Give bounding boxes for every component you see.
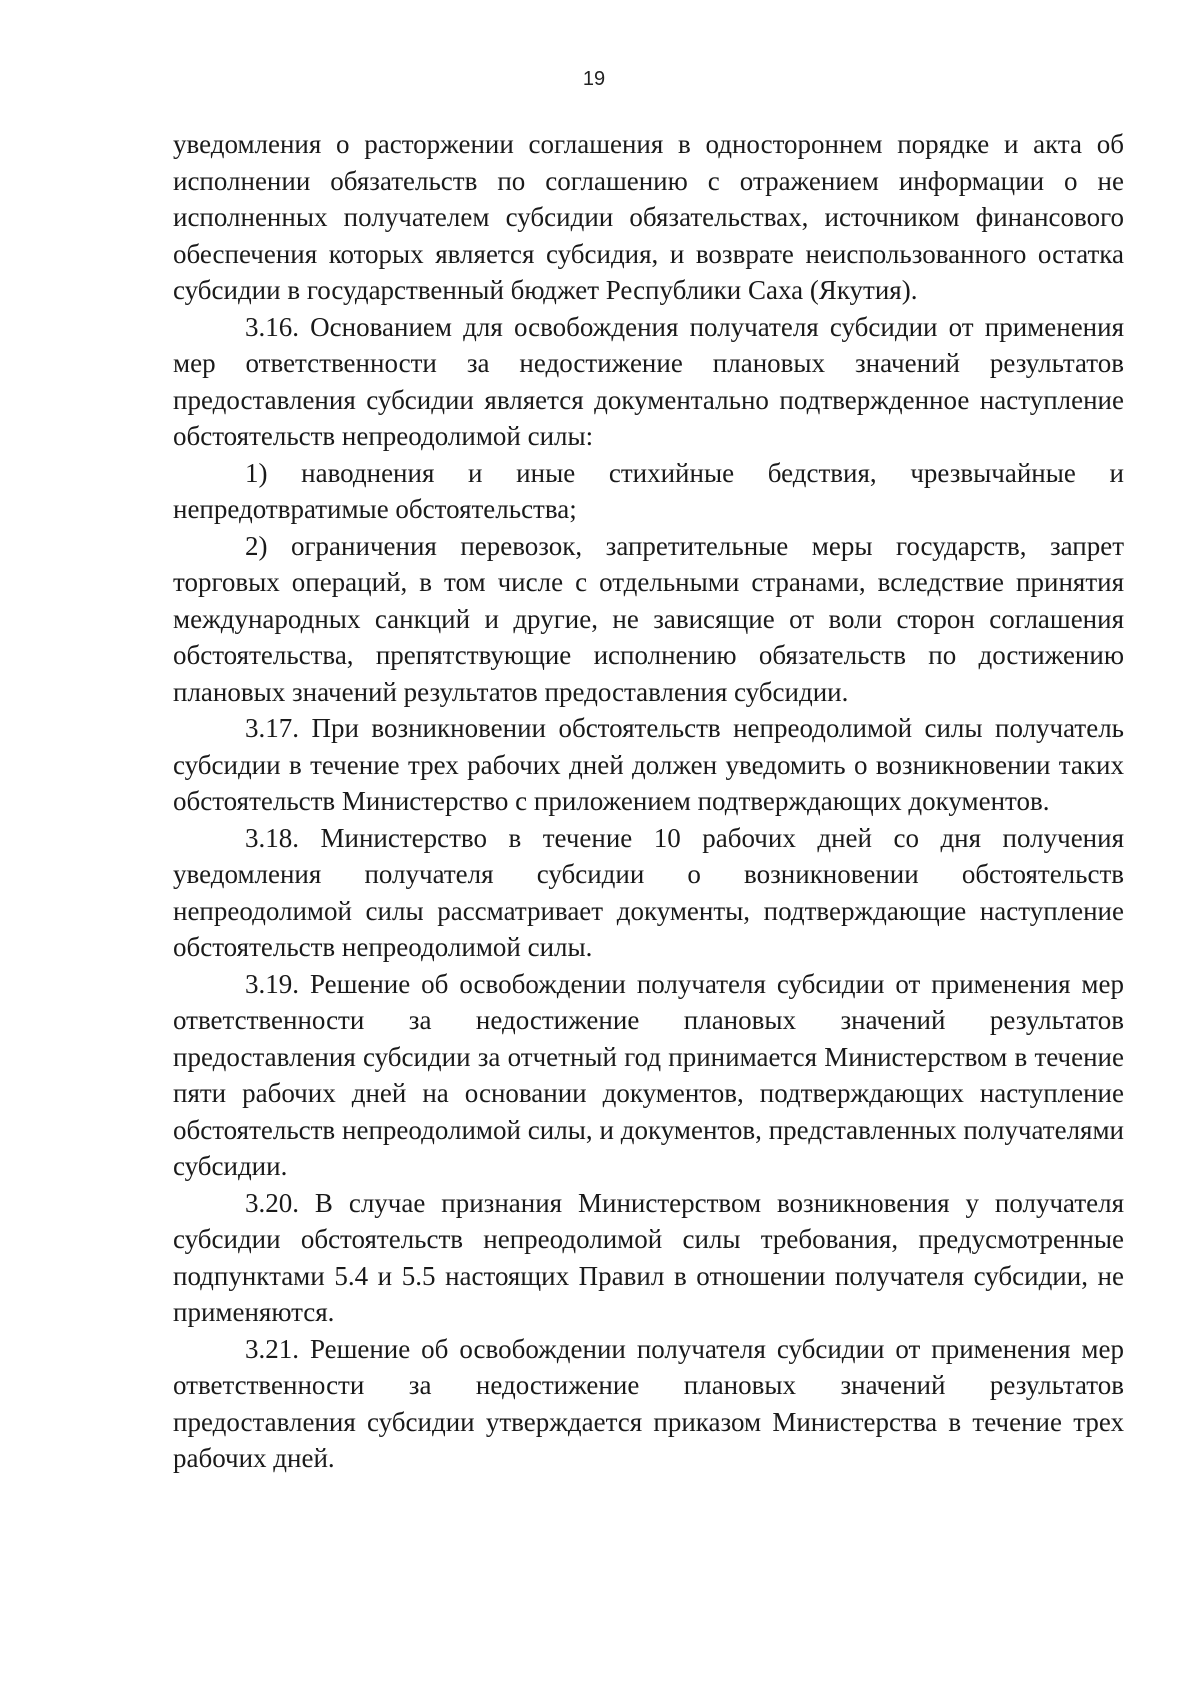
paragraph-3-20: 3.20. В случае признания Министерством возникновения у получателя субсидии обстоятельств непреодолимой силы требования, предусмотренные подпунктами 5.4 и 5.5 настоящих Правил в отношении получателя субсидии, не применяются. bbox=[173, 1187, 1124, 1327]
paragraph-3-19: 3.19. Решение об освобождении получателя субсидии от применения мер ответственности за недостижение плановых значений результатов предоставления субсидии за отчетный год принимается Министерством в течение пяти рабочих дней на основании документов, подтверждающих наступление обстоятельств непреодолимой силы, и документов, представленных получателями субсидии. bbox=[173, 968, 1124, 1181]
paragraph-3-16: 3.16. Основанием для освобождения получателя субсидии от применения мер ответственности за недостижение плановых значений результатов предоставления субсидии является документально подтвержденное наступление обстоятельств непреодолимой силы: bbox=[173, 311, 1124, 451]
list-item-2: 2) ограничения перевозок, запретительные меры государств, запрет торговых операций, в том числе с отдельными странами, вследствие принятия международных санкций и другие, не зависящие от воли сторон соглашения обстоятельства, препятствующие исполнению обязательств по достижению плановых значений результатов предоставления субсидии. bbox=[173, 530, 1124, 707]
list-item-1: 1) наводнения и иные стихийные бедствия, чрезвычайные и непредотвратимые обстоятельства; bbox=[173, 457, 1124, 524]
paragraph-3-17: 3.17. При возникновении обстоятельств непреодолимой силы получатель субсидии в течение трех рабочих дней должен уведомить о возникновении таких обстоятельств Министерство с приложением подтверждающих документов. bbox=[173, 713, 1124, 816]
paragraph-3-21: 3.21. Решение об освобождении получателя субсидии от применения мер ответственности за недостижение плановых значений результатов предоставления субсидии утверждается приказом Министерства в течение трех рабочих дней. bbox=[173, 1333, 1124, 1473]
paragraph-3-18: 3.18. Министерство в течение 10 рабочих дней со дня получения уведомления получателя субсидии о возникновении обстоятельств непреодолимой силы рассматривает документы, подтверждающие наступление обстоятельств непреодолимой силы. bbox=[173, 822, 1124, 962]
document-body bbox=[173, 126, 1124, 1477]
page-number: 19 bbox=[582, 68, 606, 90]
paragraph-continuation: уведомления о расторжении соглашения в одностороннем порядке и акта об исполнении обязательств по соглашению с отражением информации о не исполненных получателем субсидии обязательствах, источником финансового обеспечения которых является субсидия, и возврате неиспользованного остатка субсидии в государственный бюджет Республики Саха (Якутия). bbox=[173, 129, 1124, 305]
